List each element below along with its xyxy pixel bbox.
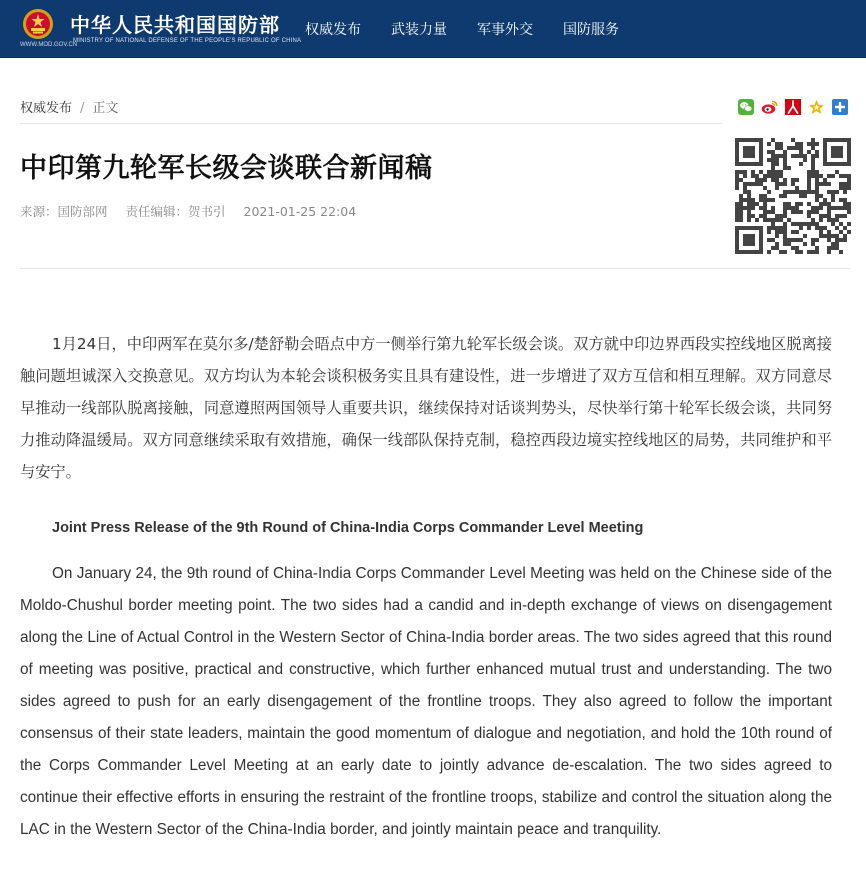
qr-code [735, 138, 851, 254]
site-url: WWW.MOD.GOV.CN [20, 42, 78, 48]
breadcrumb-section-link[interactable]: 权威发布 [20, 101, 73, 116]
nav-item-authoritative-release[interactable]: 权威发布 [305, 21, 361, 38]
site-title[interactable]: 中华人民共和国国防部 [70, 13, 280, 37]
article-meta [20, 202, 374, 220]
article-body [20, 328, 832, 846]
breadcrumb [20, 97, 118, 116]
breadcrumb-current: 正文 [92, 101, 119, 116]
breadcrumb-separator: / [80, 101, 85, 116]
nav-item-military-diplomacy[interactable]: 军事外交 [477, 21, 533, 38]
share-bar [738, 98, 848, 116]
nav-item-armed-forces[interactable]: 武装力量 [391, 21, 447, 38]
main-nav [290, 0, 634, 57]
people-icon[interactable] [785, 99, 801, 115]
national-emblem-icon[interactable] [22, 8, 54, 40]
article-source: 来源：国防部网 [20, 204, 108, 219]
nav-item-defense-services[interactable]: 国防服务 [563, 21, 619, 38]
site-title-en: MINISTRY OF NATIONAL DEFENSE OF THE PEOPLE'S REPUBLIC OF CHINA [73, 38, 302, 44]
breadcrumb-divider [20, 123, 722, 124]
paragraph-en: On January 24, the 9th round of China-India Corps Commander Level Meeting was held on the Chinese side of the Moldo-Chushul border meeting point. The two sides had a candid and in-depth exchange of views on disengagement along the Line of Actual Control in the Western Sector of China-India border areas. The two sides agreed that this round of meeting was positive, practical and constructive, which further enhanced mutual trust and understanding. The two sides agreed to push for an early disengagement of the frontline troops. They also agreed to follow the important consensus of their state leaders, maintain the good momentum of dialogue and negotiation, and hold the 10th round of the Corps Commander Level Meeting at an early date to jointly advance de-escalation. The two sides agreed to continue their effective efforts in ensuring the restraint of the frontline troops, stabilize and control the situation along the LAC in the Western Sector of the China-India border, and jointly maintain peace and tranquility. [20, 565, 832, 838]
paragraph-cn: 1月24日，中印两军在莫尔多/楚舒勒会晤点中方一侧举行第九轮军长级会谈。双方就中印边界西段实控线地区脱离接触问题坦诚深入交换意见。双方均认为本轮会谈积极务实且具有建设性，进一步增进了双方互信和相互理解。双方同意尽早推动一线部队脱离接触，同意遵照两国领导人重要共识，继续保持对话谈判势头，尽快举行第十轮军长级会谈，共同努力推动降温缓局。双方同意继续采取有效措施，确保一线部队保持克制，稳控西段边境实控线地区的局势，共同维护和平与安宁。 [20, 335, 832, 481]
article-datetime: 2021-01-25 22:04 [243, 204, 357, 219]
top-header [0, 0, 866, 58]
article-editor: 责任编辑：贺书引 [125, 204, 226, 219]
star-icon[interactable] [808, 99, 825, 115]
title-divider [20, 268, 850, 269]
article-heading-en: Joint Press Release of the 9th Round of China-India Corps Commander Level Meeting [52, 520, 644, 536]
wechat-icon[interactable] [738, 99, 754, 115]
plus-icon[interactable] [832, 99, 848, 115]
article-title: 中印第九轮军长级会谈联合新闻稿 [20, 153, 433, 184]
weibo-icon[interactable] [761, 99, 778, 115]
